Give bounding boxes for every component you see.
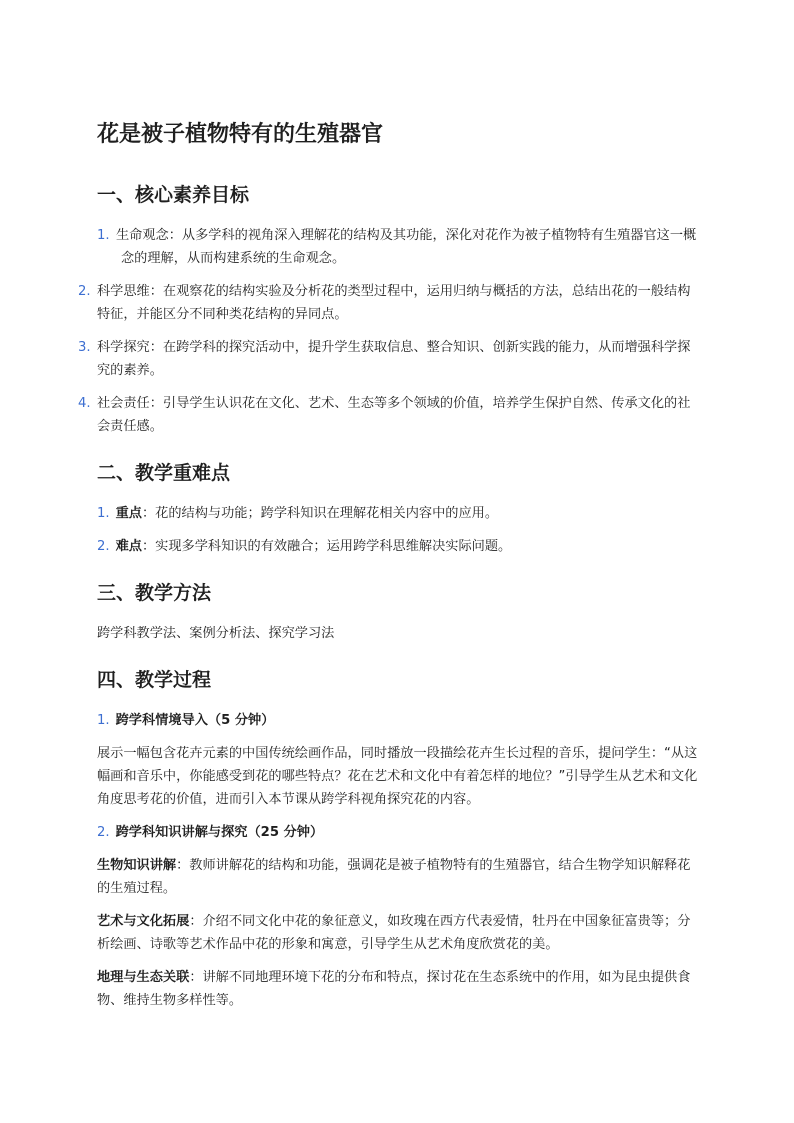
step-title bbox=[97, 709, 699, 732]
step-part bbox=[97, 966, 699, 1012]
goal-text: 社会责任：引导学生认识花在文化、艺术、生态等多个领域的价值，培养学生保护自然、传承文化的社会责任感。 bbox=[97, 396, 691, 434]
methods-text: 跨学科教学法、案例分析法、探究学习法 bbox=[97, 626, 335, 641]
part-text: ：教师讲解花的结构和功能，强调花是被子植物特有的生殖器官，结合生物学知识解释花的生殖过程。 bbox=[97, 858, 691, 896]
part-text: ：讲解不同地理环境下花的分布和特点，探讨花在生态系统中的作用，如为昆虫提供食物、维持生物多样性等。 bbox=[97, 970, 691, 1008]
step-title bbox=[97, 821, 699, 844]
item-label: 难点 bbox=[115, 539, 142, 554]
list-number: 3. bbox=[78, 340, 91, 355]
document-page bbox=[78, 118, 699, 1032]
part-label: 生物知识讲解 bbox=[97, 858, 177, 873]
list-number: 2. bbox=[97, 539, 110, 554]
goal-text: 生命观念：从多学科的视角深入理解花的结构及其功能，深化对花作为被子植物特有生殖器官这一概念的理解，从而构建系统的生命观念。 bbox=[116, 228, 697, 266]
section-core-literacy-goals bbox=[78, 180, 699, 438]
part-label: 地理与生态关联 bbox=[97, 970, 190, 985]
step-part bbox=[97, 910, 699, 956]
goal-text: 科学探究：在跨学科的探究活动中，提升学生获取信息、整合知识、创新实践的能力，从而增强科学探究的素养。 bbox=[97, 340, 691, 378]
list-number: 4. bbox=[78, 396, 91, 411]
item-text: ：实现多学科知识的有效融合；运用跨学科思维解决实际问题。 bbox=[141, 539, 512, 554]
goal-item bbox=[97, 224, 699, 270]
list-number: 2. bbox=[78, 284, 91, 299]
goal-item bbox=[78, 392, 699, 438]
step-part bbox=[97, 854, 699, 900]
difficult-point-item bbox=[97, 535, 699, 558]
step-title-text: 跨学科知识讲解与探究（25 分钟） bbox=[115, 825, 324, 840]
goal-text: 科学思维：在观察花的结构实验及分析花的类型过程中，运用归纳与概括的方法，总结出花的一般结构特征，并能区分不同种类花结构的异同点。 bbox=[97, 284, 691, 322]
item-text: ：花的结构与功能；跨学科知识在理解花相关内容中的应用。 bbox=[141, 506, 499, 521]
section-teaching-methods bbox=[97, 578, 699, 645]
part-label: 艺术与文化拓展 bbox=[97, 914, 190, 929]
key-point-item bbox=[97, 502, 699, 525]
section-heading: 四、教学过程 bbox=[97, 669, 212, 691]
part-text: ：介绍不同文化中花的象征意义，如玫瑰在西方代表爱情，牡丹在中国象征富贵等；分析绘画、诗歌等艺术作品中花的形象和寓意，引导学生从艺术角度欣赏花的美。 bbox=[97, 914, 691, 952]
list-number: 1. bbox=[97, 228, 110, 243]
goal-item bbox=[78, 280, 699, 326]
section-heading: 三、教学方法 bbox=[97, 582, 212, 604]
list-number: 2. bbox=[97, 825, 110, 840]
list-number: 1. bbox=[97, 713, 110, 728]
document-title: 花是被子植物特有的生殖器官 bbox=[97, 122, 384, 147]
section-key-difficult-points bbox=[97, 458, 699, 558]
list-number: 1. bbox=[97, 506, 110, 521]
section-heading: 二、教学重难点 bbox=[97, 462, 231, 484]
section-teaching-process bbox=[97, 665, 699, 1012]
step-title-text: 跨学科情境导入（5 分钟） bbox=[115, 713, 275, 728]
section-heading: 一、核心素养目标 bbox=[97, 184, 250, 206]
step-description: 展示一幅包含花卉元素的中国传统绘画作品，同时播放一段描绘花卉生长过程的音乐，提问学生：“从这幅画和音乐中，你能感受到花的哪些特点？花在艺术和文化中有着怎样的地位？”引导学生从艺术和文化角度思考花的价值，进而引入本节课从跨学科视角探究花的内容。 bbox=[97, 746, 698, 807]
goal-item bbox=[78, 336, 699, 382]
item-label: 重点 bbox=[115, 506, 142, 521]
